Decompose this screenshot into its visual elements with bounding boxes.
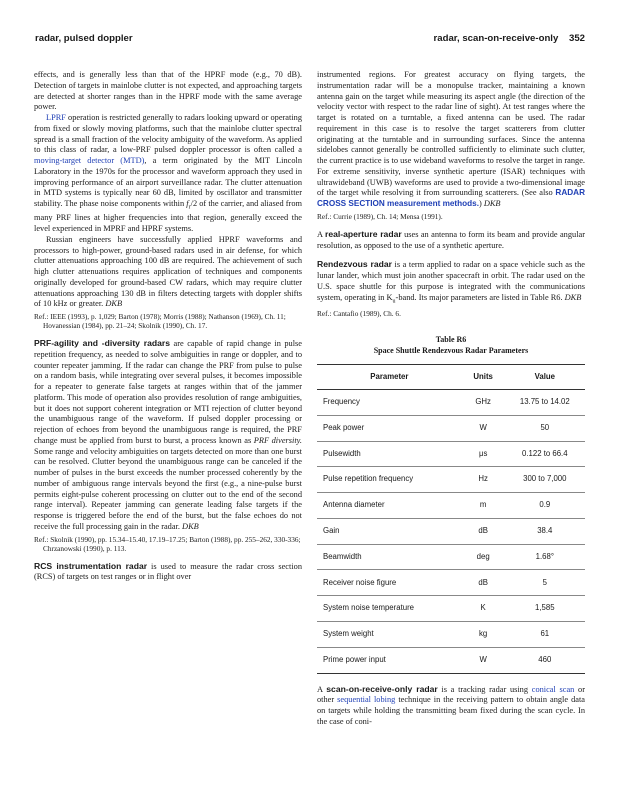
cell: Peak power	[317, 415, 462, 441]
text: or other	[317, 684, 586, 705]
text: is used to measure the radar cross section (RCS) of targets on test ranges or in flight over	[34, 561, 302, 582]
table-row	[317, 389, 585, 415]
cell: W	[462, 415, 505, 441]
link-mtd[interactable]: moving-target detector (MTD)	[34, 156, 145, 165]
table-caption	[317, 334, 585, 356]
paragraph	[317, 70, 585, 210]
entry-rendezvous	[317, 259, 585, 307]
symbol-sub: r	[188, 204, 191, 211]
cell: dB	[462, 518, 505, 544]
author-signature: DKB	[105, 299, 123, 309]
table-row	[317, 596, 585, 622]
cell: 0.9	[505, 493, 585, 519]
text: -band. Its major parameters are listed in Table R6.	[395, 292, 565, 302]
link-sequential-lobing[interactable]: sequential lobing	[337, 695, 396, 705]
reference: Ref.: Skolnik (1990), pp. 15.34–15.40, 17.19–17.25; Barton (1988), pp. 255–262, 330-336; Chrzanowski (1990), p. 113.	[34, 534, 301, 553]
text: are capable of rapid change in pulse repetition frequency, as needed to solve ambiguities in range or doppler, and to counter repeater jamming. If the radar can change the PRF from pulse to pulse on a random basis, while integrating over several pulses, it becomes impossible for a repeater to generate false targets at ranges within that of the jammer platform. This mode of operation also provides resolution of range ambiguities, but it does not support coherent integration or MTI rejection of clutter beyond the unambiguous range of the waveform. If pulsed doppler processing or rejection of echoes from beyond the unambiguous range is required, the PRF change must be applied from burst to burst, a process known as	[34, 339, 302, 445]
table-row	[317, 493, 585, 519]
table-row	[317, 570, 585, 596]
cell: Pulse repetition frequency	[317, 467, 462, 493]
table-label: Table R6	[435, 334, 467, 344]
entry-term: scan-on-receive-only radar	[326, 683, 438, 694]
symbol-f: f	[186, 199, 189, 208]
col-header: Parameter	[317, 364, 462, 389]
cell: Beamwidth	[317, 544, 462, 570]
cell: Prime power input	[317, 647, 462, 673]
table-row	[317, 415, 585, 441]
cell: K	[462, 596, 505, 622]
paragraph: effects, and is generally less than that of the HPRF mode (e.g., 70 dB). Detection of targets in mainlobe clutter is not expected, and approaching targets are detected at shorter ranges than in the HPRF mode with the same average power.	[34, 70, 302, 112]
paragraph-russian	[34, 235, 302, 310]
cell: 460	[505, 647, 585, 673]
entry-term: PRF-agility and -diversity radars	[34, 338, 171, 349]
text: Some range and velocity ambiguities on targets detected on more than one burst can be resolved. Clutter beyond the unambiguous range can be canceled if the number of pulses in the burst exceeds the number processed coherently by the number of ambiguous range intervals beyond the first (e.g., a nine-pulse burst permits eight-pulse coherent processing on clutter out to the end of the second range interval). Repeater jamming can generate leading false targets if the response is triggered before the end of the burst, but the false echoes do not receive the full processing gain in the radar.	[34, 446, 302, 531]
text: is a tracking radar using	[437, 684, 532, 694]
table-row	[317, 647, 585, 673]
cell: 0.122 to 66.4	[505, 441, 585, 467]
text: )	[478, 199, 484, 208]
table-title: Space Shuttle Rendezvous Radar Parameters	[373, 345, 529, 355]
table-row	[317, 544, 585, 570]
cell: kg	[462, 622, 505, 648]
text: operation is restricted generally to radars looking upward or operating from fixed or slowly moving platforms, such that the mainlobe clutter spectral spread is a small fraction of the velocity ambiguity of the waveform. As applied to this class of radar, a low-PRF pulsed doppler processor is often called a	[34, 113, 302, 155]
author-signature: DKB	[182, 521, 199, 531]
col-header: Value	[505, 364, 585, 389]
text: uses an antenna to form its beam and provide angular resolution, as opposed to the use of a synthetic aperture.	[317, 229, 585, 250]
link-conical-scan[interactable]: conical scan	[531, 684, 575, 694]
cell: Gain	[317, 518, 462, 544]
cell: 300 to 7,000	[505, 467, 585, 493]
cell: 1.68°	[505, 544, 585, 570]
link-lprf[interactable]: LPRF	[46, 113, 66, 122]
table-header-row	[317, 364, 585, 389]
cell: Hz	[462, 467, 505, 493]
reference: Ref.: Currie (1989), Ch. 14; Mensa (1991).	[317, 211, 443, 221]
entry-term: Rendezvous radar	[317, 259, 392, 270]
cell: Antenna diameter	[317, 493, 462, 519]
cell: 38.4	[505, 518, 585, 544]
cell: GHz	[462, 389, 505, 415]
entry-term: RCS instrumentation radar	[34, 560, 148, 571]
author-signature: DKB	[564, 292, 582, 302]
cell: System weight	[317, 622, 462, 648]
cell: 13.75 to 14.02	[505, 389, 585, 415]
entry-prf-agility	[34, 338, 302, 533]
cell: deg	[462, 544, 505, 570]
text: instrumented regions. For greatest accuracy on flying targets, the instrumentation radar will be a monopulse tracker, maintaining a known antenna gain on the target while measuring its aspect angle (the direction of the velocity vector with respect to the radar line of sight). At test ranges where the target is rotated on a turntable, a fixed antenna can be used. The radar requirement in this case is to resolve the target scatterers from clutter originating at the turntable and in surrounding surfaces. Since the antenna sidelobes cannot generally be controlled sufficiently to eliminate such clutter, the current practice is to use wideband waveforms to resolve the target in range. For extreme sensitivity, inverse synthetic aperture (ISAR) techniques with ultrawideband (UWB) waveforms are used to provide a two-dimensional image of the target while resolving it from surrounding scatterers. (See also	[317, 70, 585, 198]
col-header: Units	[462, 364, 505, 389]
cell: Pulsewidth	[317, 441, 462, 467]
reference: Ref.: IEEE (1993), p. 1,029; Barton (1978); Morris (1988); Nathanson (1969), Ch. 11; Hovanessian (1984), pp. 21–24; Skolnik (1990), Ch. 17.	[34, 312, 286, 331]
cell: dB	[462, 570, 505, 596]
left-column	[34, 70, 302, 583]
italic-term: PRF diversity.	[253, 435, 302, 445]
table-row	[317, 622, 585, 648]
text: A	[317, 229, 325, 239]
text: Russian engineers have successfully applied HPRF waveforms and processors to high-power, ground-based radars used in air defense, for which clutter attenuations approaching 100 dB are required. The achievement of such high clutter attenuations requires application of techniques and components originally developed for ground-based CW radars, which may require clutter attenuations approaching 130 dB in filters detecting targets with doppler shifts of 10 kHz or greater.	[34, 234, 302, 309]
text: A	[317, 684, 327, 694]
text: technique in the receiving pattern to obtain angle data on targets while holding the transmitting beam fixed during the scan cycle. In the case of coni-	[317, 695, 585, 726]
cell: μs	[462, 441, 505, 467]
right-column	[317, 70, 585, 728]
reference: Ref.: Cantafio (1989), Ch. 6.	[317, 308, 401, 318]
cell: 5	[505, 570, 585, 596]
cell: Frequency	[317, 389, 462, 415]
link-rcs-methods[interactable]: RADAR CROSS SECTION measurement methods.	[317, 188, 585, 208]
entry-rcs-instrumentation	[34, 561, 302, 584]
cell: 1,585	[505, 596, 585, 622]
text: /2 of the carrier, and aliased from many PRF lines at higher frequencies into that region, generally exceed the level experienced in MPRF and HPRF systems.	[34, 199, 302, 234]
table-row	[317, 441, 585, 467]
author-signature: DKB	[483, 199, 501, 208]
header-left-term: radar, pulsed doppler	[35, 33, 133, 44]
page-number: 352	[568, 33, 585, 44]
table-row	[317, 467, 585, 493]
header-right-term: radar, scan-on-receive-only	[433, 33, 559, 44]
header-right	[434, 33, 585, 44]
band-sub: u	[392, 298, 396, 305]
cell: m	[462, 493, 505, 519]
entry-term: real-aperture radar	[324, 228, 402, 239]
cell: System noise temperature	[317, 596, 462, 622]
table-row	[317, 518, 585, 544]
parameters-table	[317, 364, 585, 674]
cell: W	[462, 647, 505, 673]
cell: Receiver noise figure	[317, 570, 462, 596]
cell: 50	[505, 415, 585, 441]
cell: 61	[505, 622, 585, 648]
entry-scan-on-receive	[317, 684, 585, 728]
entry-real-aperture	[317, 229, 585, 252]
text: is a term applied to radar on a space vehicle such as the lunar lander, which must join another spacecraft in orbit. The radar used on the U.S. space shuttle for this purpose is integrated with the communications system, operating in K	[317, 260, 585, 302]
running-header	[35, 33, 585, 47]
paragraph-lprf	[34, 113, 302, 235]
text: , a term originated by the MIT Lincoln Laboratory in the 1970s for the processor and waveform approach they used in improving performance of an airport surveillance radar. The clutter attenuation in MTD systems is typically near 60 dB, limited by oscillator and transmitter stability. The phase noise components within	[34, 156, 302, 208]
